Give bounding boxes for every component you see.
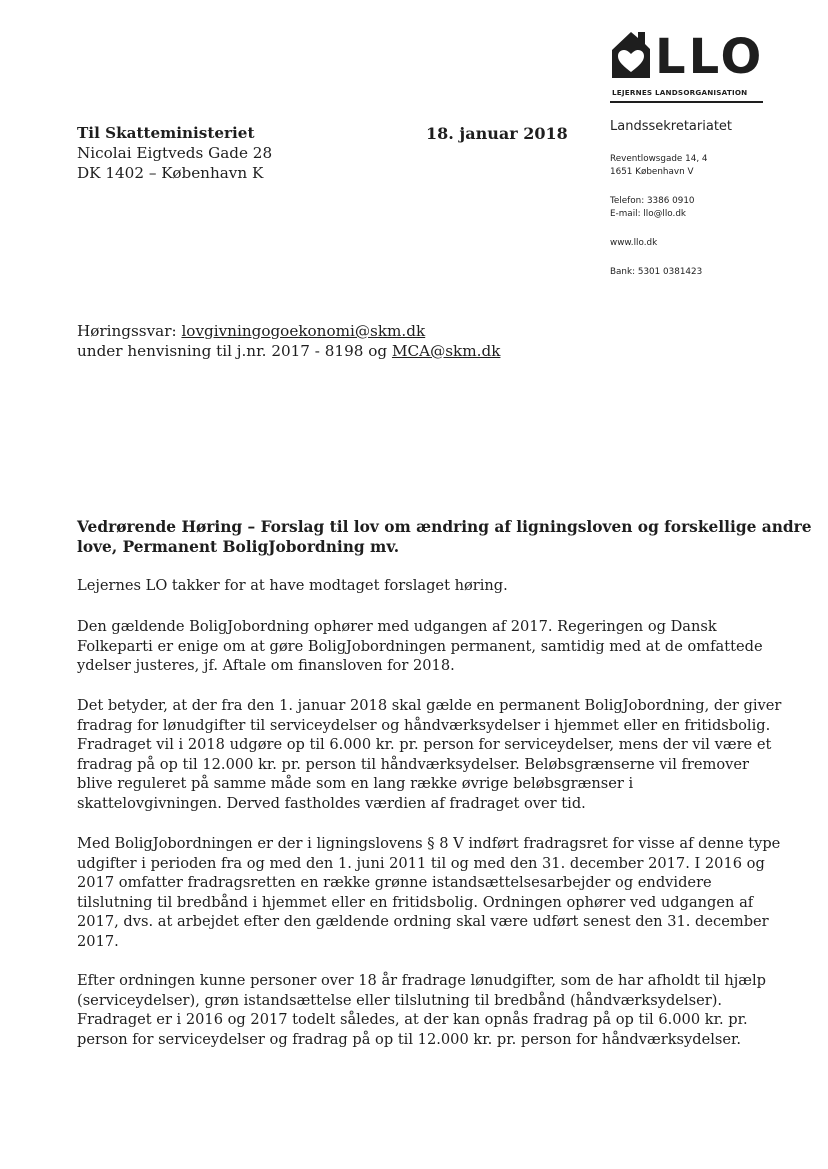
web-text: www.llo.dk [610,238,658,248]
text-line: Fradraget er i 2016 og 2017 todelt således, at der kan opnås fradrag på op til 6.000 kr. pr. [77,1011,748,1028]
subject-line: Vedrørende Høring – Forslag til lov om ændring af ligningsloven og forskellige andre [77,518,812,536]
hoering-block [77,322,500,361]
subject-line: love, Permanent BoligJobordning mv. [77,538,400,556]
phone-text: Telefon: 3386 0910 [610,196,695,206]
subject-heading [77,517,812,557]
reference-text: under henvisning til j.nr. 2017 - 8198 og [77,341,392,360]
text-line: skattelovgivningen. Derved fastholdes værdien af fradraget over tid. [77,794,586,812]
email-text: E-mail: llo@llo.dk [610,209,686,219]
text-line: Fradraget vil i 2018 udgøre op til 6.000 kr. pr. person for serviceydelser, mens der vil være et [77,736,772,753]
text-line: blive reguleret på samme måde som en lang række øvrige beløbsgrænser i [77,775,634,792]
sidebar-title: Landssekretariatet [610,119,733,134]
text-line: person for serviceydelser og fradrag på op til 12.000 kr. pr. person for håndværksydelser. [77,1030,742,1048]
email-link-mca[interactable]: MCA@skm.dk [391,341,501,360]
text-line: Folkeparti er enige om at gøre BoligJobordningen permanent, samtidig med at de omfattede [77,637,763,655]
text-line: 2017. [77,932,119,950]
paragraph-2 [77,617,767,676]
text-line: ydelser justeres, jf. Aftale om finansloven for 2018. [77,657,455,674]
bank-text: Bank: 5301 0381423 [610,267,703,277]
address-line: 1651 København V [610,167,694,177]
email-link-skm[interactable]: lovgivningogoekonomi@skm.dk [181,322,426,340]
text-line: fradrag på op til 12.000 kr. pr. person til håndværksydelser. Beløbsgrænserne vil fremover [77,755,750,773]
letter-date: 18. januar 2018 [426,124,568,143]
paragraph-3 [77,696,782,813]
hoering-label: Høringssvar: [77,322,182,340]
recipient-block [77,123,272,183]
recipient-street: Nicolai Eigtveds Gade 28 [77,144,273,162]
text-line: (serviceydelser), grøn istandsættelse eller tilslutning til bredbånd (håndværksydelser). [77,991,723,1009]
logo-divider [610,101,763,103]
sidebar-address [610,153,708,179]
llo-logo [610,28,765,98]
logo-wordmark: LLO [655,29,765,85]
recipient-name: Til Skatteministeriet [77,124,255,142]
sidebar-contact [610,195,695,221]
paragraph-5 [77,971,767,1049]
paragraph-4 [77,834,781,951]
house-heart-icon [610,28,652,80]
text-line: udgifter i perioden fra og med den 1. juni 2011 til og med den 31. december 2017. I 2016 og [77,854,765,872]
text-line: tilslutning til bredbånd i hjemmet eller en fritidsbolig. Ordningen ophører ved udgangen af [77,893,754,911]
text-line: Det betyder, at der fra den 1. januar 2018 skal gælde en permanent BoligJobordning, der giver [77,697,782,714]
reference-line [77,342,500,362]
hoering-line [77,322,500,342]
text-line: fradrag for lønudgifter til serviceydelser og håndværksydelser i hjemmet eller en fritidsbolig. [77,716,771,734]
text-line: Den gældende BoligJobordning ophører med udgangen af 2017. Regeringen og Dansk [77,618,717,635]
text-line: 2017, dvs. at arbejdet efter den gældende ordning skal være udført senest den 31. december [77,913,769,930]
text-line: Lejernes LO takker for at have modtaget forslaget høring. [77,577,508,594]
text-line: Efter ordningen kunne personer over 18 år fradrage lønudgifter, som de har afholdt til hjælp [77,972,767,989]
paragraph-1 [77,576,767,596]
logo-subtitle: LEJERNES LANDSORGANISATION [612,88,748,97]
text-line: Med BoligJobordningen er der i ligningslovens § 8 V indført fradragsret for visse af denne type [77,835,781,852]
text-line: 2017 omfatter fradragsretten en række grønne istandsættelsesarbejder og endvidere [77,874,712,891]
recipient-city: DK 1402 – København K [77,164,264,182]
address-line: Reventlowsgade 14, 4 [610,154,708,164]
